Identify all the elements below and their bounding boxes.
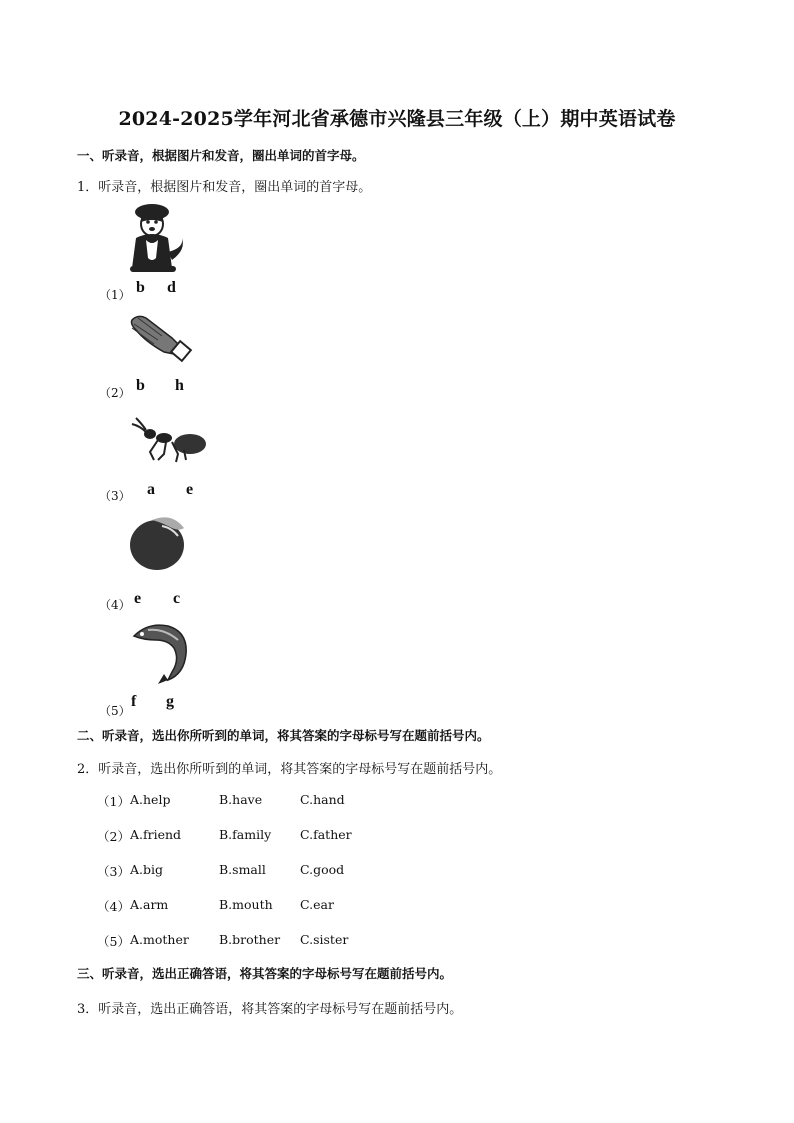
dog-icon <box>128 202 188 274</box>
row-number: （2） <box>97 829 130 844</box>
item-number-5: （5） <box>99 704 131 718</box>
choice-b[interactable]: B.small <box>219 862 266 877</box>
row-number: （5） <box>97 934 130 949</box>
question-1: 1．听录音，根据图片和发音，圈出单词的首字母。 <box>77 180 372 195</box>
row-number: （3） <box>97 864 130 879</box>
choice-c[interactable]: C.father <box>300 827 352 842</box>
section-heading-1: 一、听录音，根据图片和发音，圈出单词的首字母。 <box>77 148 365 163</box>
choice-a[interactable]: A.mother <box>130 932 189 947</box>
choice-c[interactable]: C.good <box>300 862 345 877</box>
letter-option[interactable]: h <box>175 377 184 394</box>
letter-option[interactable]: g <box>166 693 174 710</box>
section-heading-2: 二、听录音，选出你所听到的单词，将其答案的字母标号写在题前括号内。 <box>77 728 490 743</box>
choice-c[interactable]: C.ear <box>300 897 334 912</box>
choice-b[interactable]: B.have <box>219 792 263 807</box>
choice-a[interactable]: A.help <box>130 792 171 807</box>
page-title: 2024-2025学年河北省承德市兴隆县三年级（上）期中英语试卷 <box>118 108 676 130</box>
letter-option[interactable]: e <box>134 590 142 607</box>
item-number-4: （4） <box>99 598 131 612</box>
choice-c[interactable]: C.hand <box>300 792 345 807</box>
letter-option[interactable]: b <box>136 279 145 296</box>
letter-option[interactable]: f <box>131 693 137 710</box>
choice-a[interactable]: A.big <box>130 862 164 877</box>
letter-option[interactable]: c <box>173 590 181 607</box>
choice-b[interactable]: B.brother <box>219 932 281 947</box>
fish-icon <box>128 616 194 686</box>
item-number-3: （3） <box>99 489 131 503</box>
letter-option[interactable]: e <box>186 481 194 498</box>
item-number-1: （1） <box>99 288 131 302</box>
choice-c[interactable]: C.sister <box>300 932 349 947</box>
letter-option[interactable]: a <box>147 481 155 498</box>
choice-b[interactable]: B.family <box>219 827 272 842</box>
choice-b[interactable]: B.mouth <box>219 897 273 912</box>
choice-a[interactable]: A.arm <box>130 897 169 912</box>
hand-icon <box>128 312 194 368</box>
egg-icon <box>128 514 190 572</box>
question-3: 3．听录音，选出正确答语，将其答案的字母标号写在题前括号内。 <box>77 1002 463 1017</box>
item-number-2: （2） <box>99 386 131 400</box>
row-number: （4） <box>97 899 130 914</box>
letter-option[interactable]: b <box>136 377 145 394</box>
letter-option[interactable]: d <box>167 279 176 296</box>
row-number: （1） <box>97 794 130 809</box>
question-2: 2．听录音，选出你所听到的单词，将其答案的字母标号写在题前括号内。 <box>77 762 502 777</box>
ant-icon <box>128 414 210 464</box>
section-heading-3: 三、听录音，选出正确答语，将其答案的字母标号写在题前括号内。 <box>77 966 453 981</box>
choice-a[interactable]: A.friend <box>130 827 182 842</box>
